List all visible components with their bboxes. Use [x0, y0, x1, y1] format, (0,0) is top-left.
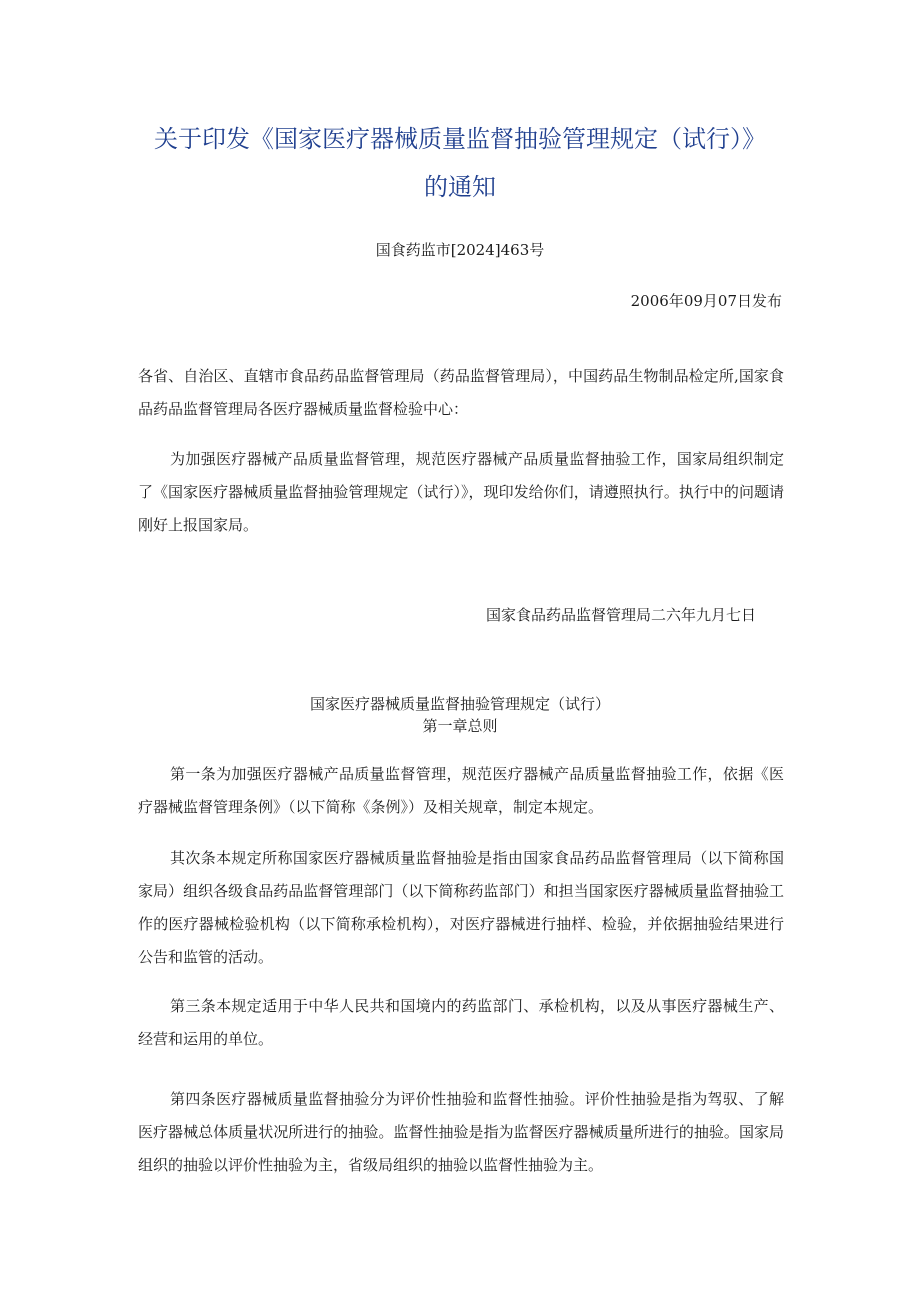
regulation-title: 国家医疗器械质量监督抽验管理规定（试行）: [309, 695, 610, 713]
document-title-line1: 关于印发《国家医疗器械质量监督抽验管理规定（试行）》: [154, 125, 766, 153]
article-paragraph: 第一条为加强医疗器械产品质量监督管理，规范医疗器械产品质量监督抽验工作，依据《医疗器械监督管理条例》（以下简称《条例》）及相关规章，制定本规定。: [138, 765, 784, 816]
article-paragraph: 第四条医疗器械质量监督抽验分为评价性抽验和监督性抽验。评价性抽验是指为驾驭、了解医疗器械总体质量状况所进行的抽验。监督性抽验是指为监督医疗器械质量所进行的抽验。国家局组织的抽验以评价性抽验为主，省级局组织的抽验以监督性抽验为主。: [138, 1090, 784, 1174]
chapter-title: 第一章总则: [422, 717, 498, 735]
document-number: 国食药监市[2024]463号: [375, 241, 545, 259]
recipients-paragraph: 各省、自治区、直辖市食品药品监督管理局（药品监督管理局），中国药品生物制品检定所,国家食品药品监督管理局各医疗器械质量监督检验中心：: [138, 367, 784, 418]
article-paragraph: 其次条本规定所称国家医疗器械质量监督抽验是指由国家食品药品监督管理局（以下简称国家局）组织各级食品药品监督管理部门（以下简称药监部门）和担当国家医疗器械质量监督抽验工作的医疗器械检验机构（以下简称承检机构），对医疗器械进行抽样、检验，并依据抽验结果进行公告和监管的活动。: [138, 849, 784, 966]
publish-date: 2006年09月07日发布: [630, 292, 782, 310]
document-title-line2: 的通知: [424, 173, 496, 201]
signature-line: 国家食品药品监督管理局二六年九月七日: [485, 606, 756, 624]
article-paragraph: 第三条本规定适用于中华人民共和国境内的药监部门、承检机构，以及从事医疗器械生产、经营和运用的单位。: [138, 997, 784, 1048]
notice-body-paragraph: 为加强医疗器械产品质量监督管理，规范医疗器械产品质量监督抽验工作，国家局组织制定了《国家医疗器械质量监督抽验管理规定（试行）》，现印发给你们，请遵照执行。执行中的问题请刚好上报国家局。: [138, 450, 784, 534]
